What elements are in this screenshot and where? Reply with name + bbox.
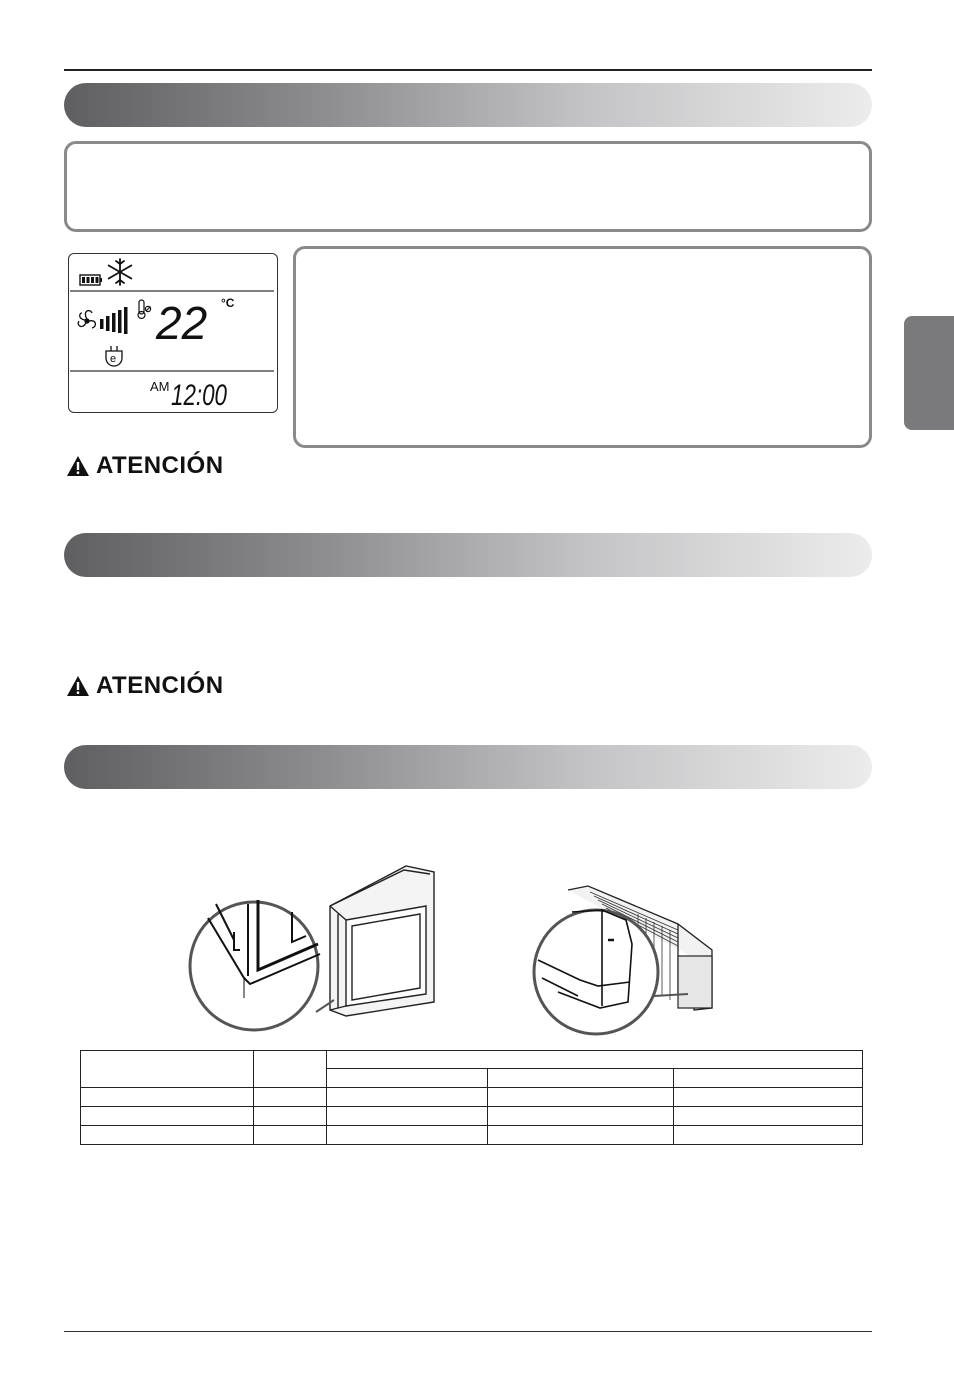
panel-corner-illustration xyxy=(188,860,448,1038)
table-header-cell xyxy=(327,1069,488,1088)
table-cell xyxy=(254,1126,327,1145)
table-cell xyxy=(254,1088,327,1107)
table-row xyxy=(81,1088,863,1107)
plug-e-icon xyxy=(106,346,122,366)
fan-speed-bars xyxy=(100,307,128,334)
snowflake-icon xyxy=(109,259,132,285)
warning-heading-1 xyxy=(66,453,224,479)
table-cell xyxy=(488,1088,674,1107)
table-cell xyxy=(488,1126,674,1145)
fan-icon xyxy=(78,311,95,328)
info-box-1 xyxy=(64,141,872,232)
lcd-ampm: AM xyxy=(150,379,170,394)
table-cell xyxy=(327,1126,488,1145)
battery-icon xyxy=(80,275,102,285)
warning-label: ATENCIÓN xyxy=(96,672,224,699)
lcd-unit: °C xyxy=(221,296,235,310)
warning-heading-2 xyxy=(66,673,224,699)
remote-lcd-display xyxy=(68,253,278,413)
section-banner-1 xyxy=(64,83,872,127)
warning-label: ATENCIÓN xyxy=(96,452,224,479)
top-rule xyxy=(64,69,872,71)
table-header-cell xyxy=(327,1051,863,1069)
table-cell xyxy=(327,1107,488,1126)
warning-triangle-icon xyxy=(66,675,90,697)
table-cell xyxy=(674,1126,863,1145)
table-row xyxy=(81,1126,863,1145)
table-header-cell xyxy=(81,1051,254,1088)
table-cell xyxy=(674,1088,863,1107)
info-box-2 xyxy=(293,246,872,448)
chapter-tab xyxy=(904,316,954,430)
section-banner-3 xyxy=(64,745,872,789)
bottom-rule xyxy=(64,1331,872,1332)
table-header-cell xyxy=(254,1051,327,1088)
lcd-time: 12:00 xyxy=(171,379,228,412)
table-cell xyxy=(327,1088,488,1107)
lcd-temperature: 22 xyxy=(156,297,208,349)
table-cell xyxy=(81,1126,254,1145)
svg-text:e: e xyxy=(110,353,117,365)
filter-removal-illustration xyxy=(528,884,728,1036)
table-cell xyxy=(488,1107,674,1126)
table-cell xyxy=(254,1107,327,1126)
warning-triangle-icon xyxy=(66,455,90,477)
spec-table xyxy=(80,1050,863,1145)
section-banner-2 xyxy=(64,533,872,577)
table-cell xyxy=(81,1088,254,1107)
table-cell xyxy=(81,1107,254,1126)
table-row xyxy=(81,1107,863,1126)
thermometer-icon xyxy=(138,300,151,319)
table-cell xyxy=(674,1107,863,1126)
table-header-cell xyxy=(674,1069,863,1088)
table-header-cell xyxy=(488,1069,674,1088)
